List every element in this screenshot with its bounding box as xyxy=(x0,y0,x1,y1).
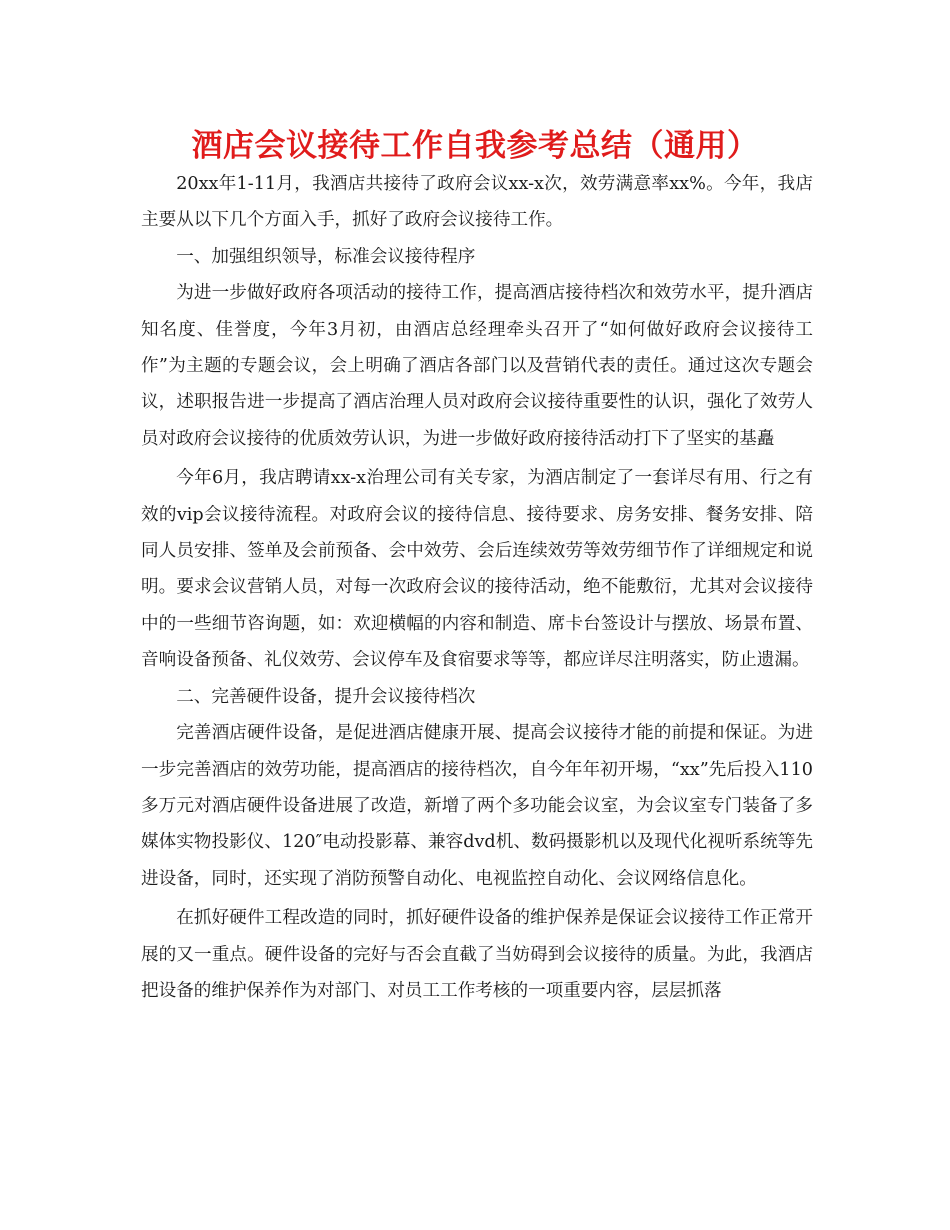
section-heading-2: 二、完善硬件设备，提升会议接待档次 xyxy=(176,686,476,707)
section-2-paragraph-1: 完善酒店硬件设备，是促进酒店健康开展、提高会议接待才能的前提和保证。为进一步完善酒店的效劳功能，提高酒店的接待档次，自今年年初开埸，“xx”先后投入110多万元对酒店硬件设备进展了改造，新增了两个多功能会议室，为会议室专门装备了多媒体实物投影仪、120″电动投影幕、兼容dvd机、数码摄影机以及现代化视听系统等先进设备，同时，还实现了消防预警自动化、电视监控自动化、会议网络信息化。 xyxy=(141,723,813,889)
section-2-paragraph-2: 在抓好硬件工程改造的同时，抓好硬件设备的维护保养是保证会议接待工作正常开展的又一重点。硬件设备的完好与否会直截了当妨碍到会议接待的质量。为此，我酒店把设备的维护保养作为对部门、对员工工作考核的一项重要内容，层层抓落 xyxy=(141,908,813,1001)
document-title: 酒店会议接待工作自我参考总结（通用） xyxy=(191,128,759,164)
document-body xyxy=(141,166,813,1009)
intro-paragraph: 20xx年1-11月，我酒店共接待了政府会议xx-x次，效劳满意率xx%。今年，我店主要从以下几个方面入手，抓好了政府会议接待工作。 xyxy=(141,174,813,231)
section-heading-1: 一、加强组织领导，标准会议接待程序 xyxy=(176,246,476,267)
section-1-paragraph-2: 今年6月，我店聘请xx-x治理公司有关专家，为酒店制定了一套详尽有用、行之有效的vip会议接待流程。对政府会议的接待信息、接待要求、房务安排、餐务安排、陪同人员安排、签单及会前预备、会中效劳、会后连续效劳等效劳细节作了详细规定和说明。要求会议营销人员，对每一次政府会议的接待活动，绝不能敷衍，尤其对会议接待中的一些细节咨询题，如：欢迎横幅的内容和制造、席卡台签设计与摆放、场景布置、音响设备预备、礼仪效劳、会议停车及食宿要求等等，都应详尽注明落实，防止遗漏。 xyxy=(141,468,813,671)
section-1-paragraph-1: 为进一步做好政府各项活动的接待工作，提高酒店接待档次和效劳水平，提升酒店知名度、佳誉度，今年3月初，由酒店总经理牵头召开了“如何做好政府会议接待工作”为主题的专题会议，会上明确了酒店各部门以及营销代表的责任。通过这次专题会议，述职报告进一步提高了酒店治理人员对政府会议接待重要性的认识，强化了效劳人员对政府会议接待的优质效劳认识，为进一步做好政府接待活动打下了坚实的基矗 xyxy=(141,283,813,449)
